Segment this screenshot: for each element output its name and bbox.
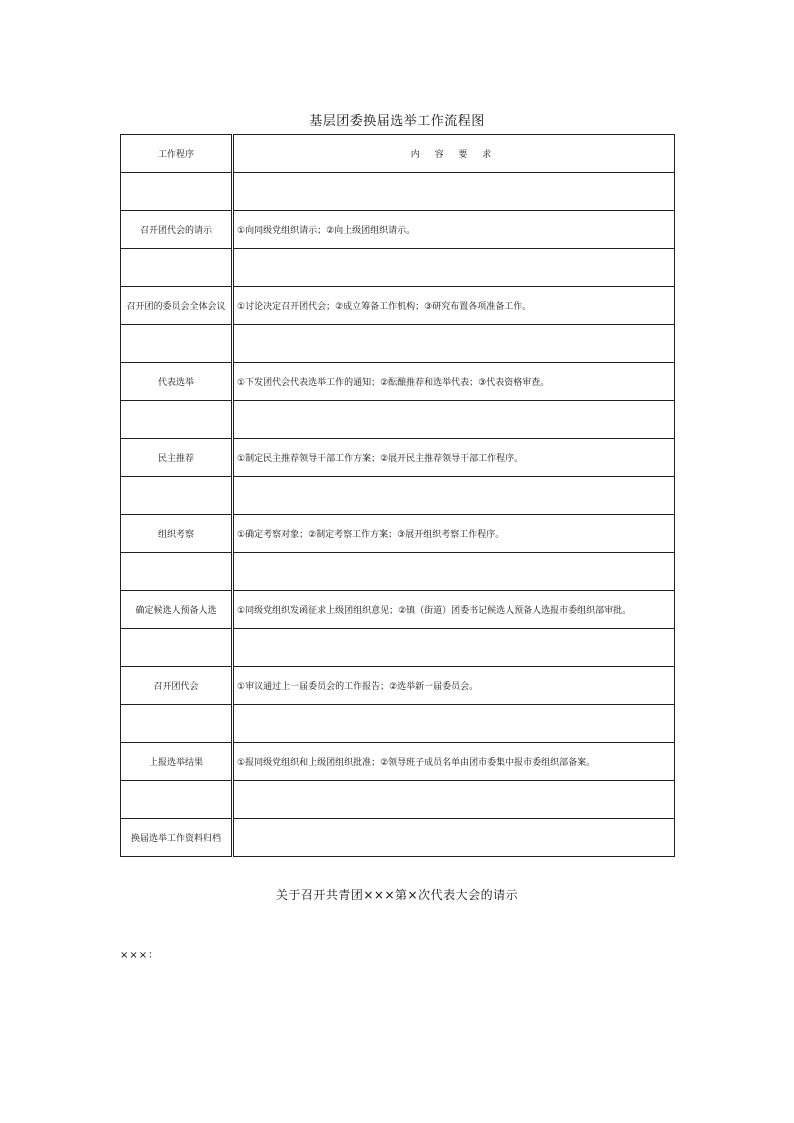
table-row [121,781,675,819]
step-cell [121,173,233,211]
step-cell: 召开团代会的请示 [121,211,233,249]
step-cell: 召开团的委员会全体会议 [121,287,233,325]
table-row [121,401,675,439]
step-cell: 组织考察 [121,515,233,553]
step-cell [121,781,233,819]
content-cell [233,553,675,591]
header-content: 内 容 要 求 [233,135,675,173]
step-cell [121,629,233,667]
content-cell: ①下发团代会代表选举工作的通知；②酝酿推荐和选举代表；③代表资格审查。 [233,363,675,401]
content-cell [233,401,675,439]
table-row [121,173,675,211]
request-title: 关于召开共青团×××第×次代表大会的请示 [275,888,519,902]
content-cell [233,781,675,819]
content-cell [233,325,675,363]
step-cell: 代表选举 [121,363,233,401]
table-row [121,819,675,857]
step-cell [121,705,233,743]
step-cell [121,553,233,591]
table-row [121,629,675,667]
content-cell [233,705,675,743]
table-row [121,743,675,781]
step-cell [121,325,233,363]
step-cell [121,249,233,287]
content-cell [233,249,675,287]
document-title: 基层团委换届选举工作流程图 [309,114,485,129]
table-row [121,553,675,591]
content-cell: ①审议通过上一届委员会的工作报告；②选举新一届委员会。 [233,667,675,705]
content-cell [233,819,675,857]
table-row [121,515,675,553]
table-header-row [121,135,675,173]
content-cell [233,477,675,515]
content-cell: ①向同级党组织请示；②向上级团组织请示。 [233,211,675,249]
content-cell [233,629,675,667]
addressee: ×××： [120,950,160,961]
content-cell: ①确定考察对象；②制定考察工作方案；③展开组织考察工作程序。 [233,515,675,553]
header-step: 工作程序 [121,135,233,173]
table-row [121,363,675,401]
content-cell: ①讨论决定召开团代会；②成立筹备工作机构；③研究布置各项准备工作。 [233,287,675,325]
step-cell: 上报选举结果 [121,743,233,781]
table-row [121,477,675,515]
step-cell: 确定候选人预备人选 [121,591,233,629]
workflow-table [120,134,675,857]
table-row [121,287,675,325]
step-cell [121,477,233,515]
table-row [121,591,675,629]
table-row [121,705,675,743]
step-cell: 民主推荐 [121,439,233,477]
content-cell: ①制定民主推荐领导干部工作方案；②展开民主推荐领导干部工作程序。 [233,439,675,477]
content-cell [233,173,675,211]
table-row [121,667,675,705]
table-row [121,325,675,363]
step-cell: 召开团代会 [121,667,233,705]
step-cell [121,401,233,439]
content-cell: ①同级党组织发函征求上级团组织意见；②镇（街道）团委书记候选人预备人选报市委组织部审批。 [233,591,675,629]
content-cell: ①报同级党组织和上级团组织批准；②领导班子成员名单由团市委集中报市委组织部备案。 [233,743,675,781]
step-cell: 换届选举工作资料归档 [121,819,233,857]
table-row [121,211,675,249]
table-row [121,249,675,287]
table-row [121,439,675,477]
